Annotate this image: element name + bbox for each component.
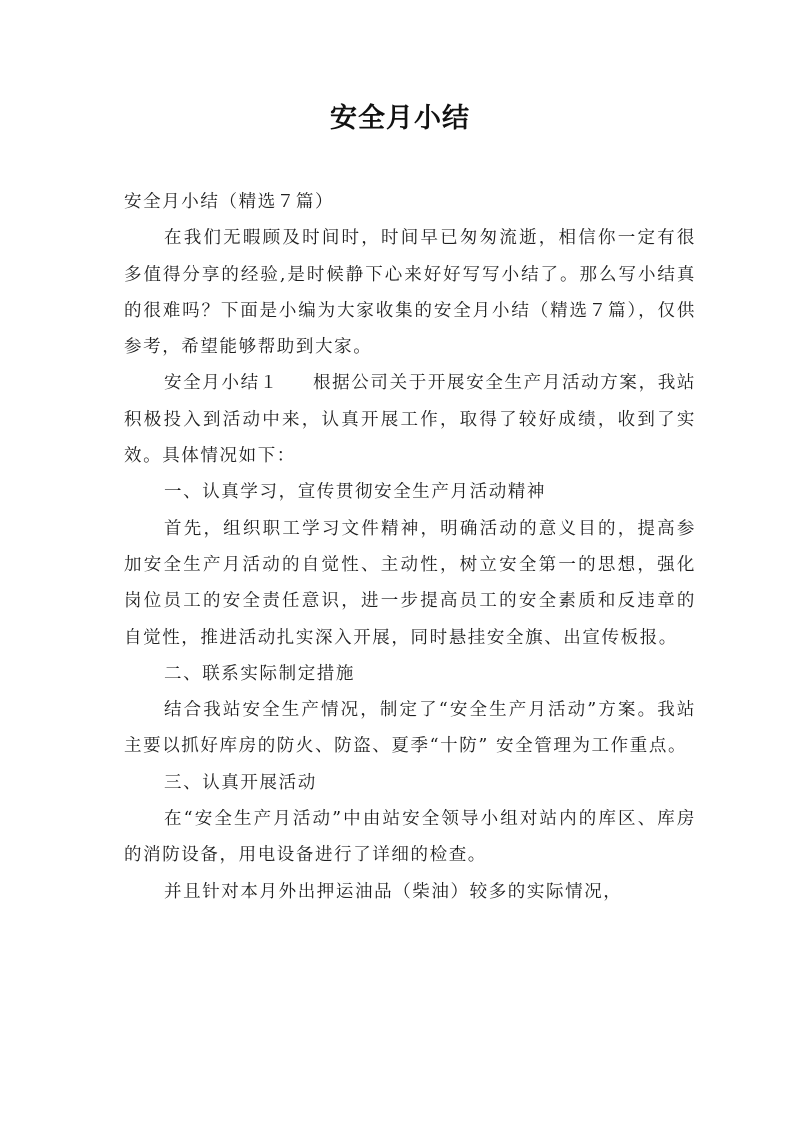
section-3-paragraph-1: 在“安全生产月活动”中由站安全领导小组对站内的库区、库房的消防设备，用电设备进行了详细的检查。 bbox=[124, 809, 696, 866]
section-2-heading: 二、联系实际制定措施 bbox=[164, 663, 355, 684]
article-1-heading: 安全月小结１ bbox=[164, 373, 279, 394]
section-3-paragraph-2: 并且针对本月外出押运油品（柴油）较多的实际情况， bbox=[164, 881, 623, 902]
article-1-intro-text: 根据公司关于开展安全生产月活动方案，我站积极投入到活动中来，认真开展工作，取得了较好成绩，收到了实效。具体情况如下： bbox=[124, 373, 696, 467]
section-1-paragraph: 首先，组织职工学习文件精神，明确活动的意义目的，提高参加安全生产月活动的自觉性、主动性，树立安全第一的思想，强化岗位员工的安全责任意识，进一步提高员工的安全素质和反违章的自觉性，推进活动扎实深入开展，同时悬挂安全旗、出宣传板报。 bbox=[124, 518, 696, 648]
document-title: 安全月小结 bbox=[330, 103, 470, 134]
article-1-intro-paragraph bbox=[124, 365, 696, 474]
section-1-heading: 一、认真学习，宣传贯彻安全生产月活动精神 bbox=[164, 482, 546, 503]
intro-paragraph: 在我们无暇顾及时间时，时间早已匆匆流逝，相信你一定有很多值得分享的经验,是时候静下心来好好写写小结了。那么写小结真的很难吗？下面是小编为大家收集的安全月小结（精选７篇），仅供参考，希望能够帮助到大家。 bbox=[124, 228, 696, 358]
section-3-heading: 三、认真开展活动 bbox=[164, 772, 317, 793]
document-body bbox=[124, 184, 696, 910]
document-subtitle: 安全月小结（精选７篇） bbox=[124, 192, 335, 212]
section-2-paragraph: 结合我站安全生产情况，制定了“安全生产月活动”方案。我站主要以抓好库房的防火、防盗、夏季“十防” 安全管理为工作重点。 bbox=[124, 700, 696, 757]
